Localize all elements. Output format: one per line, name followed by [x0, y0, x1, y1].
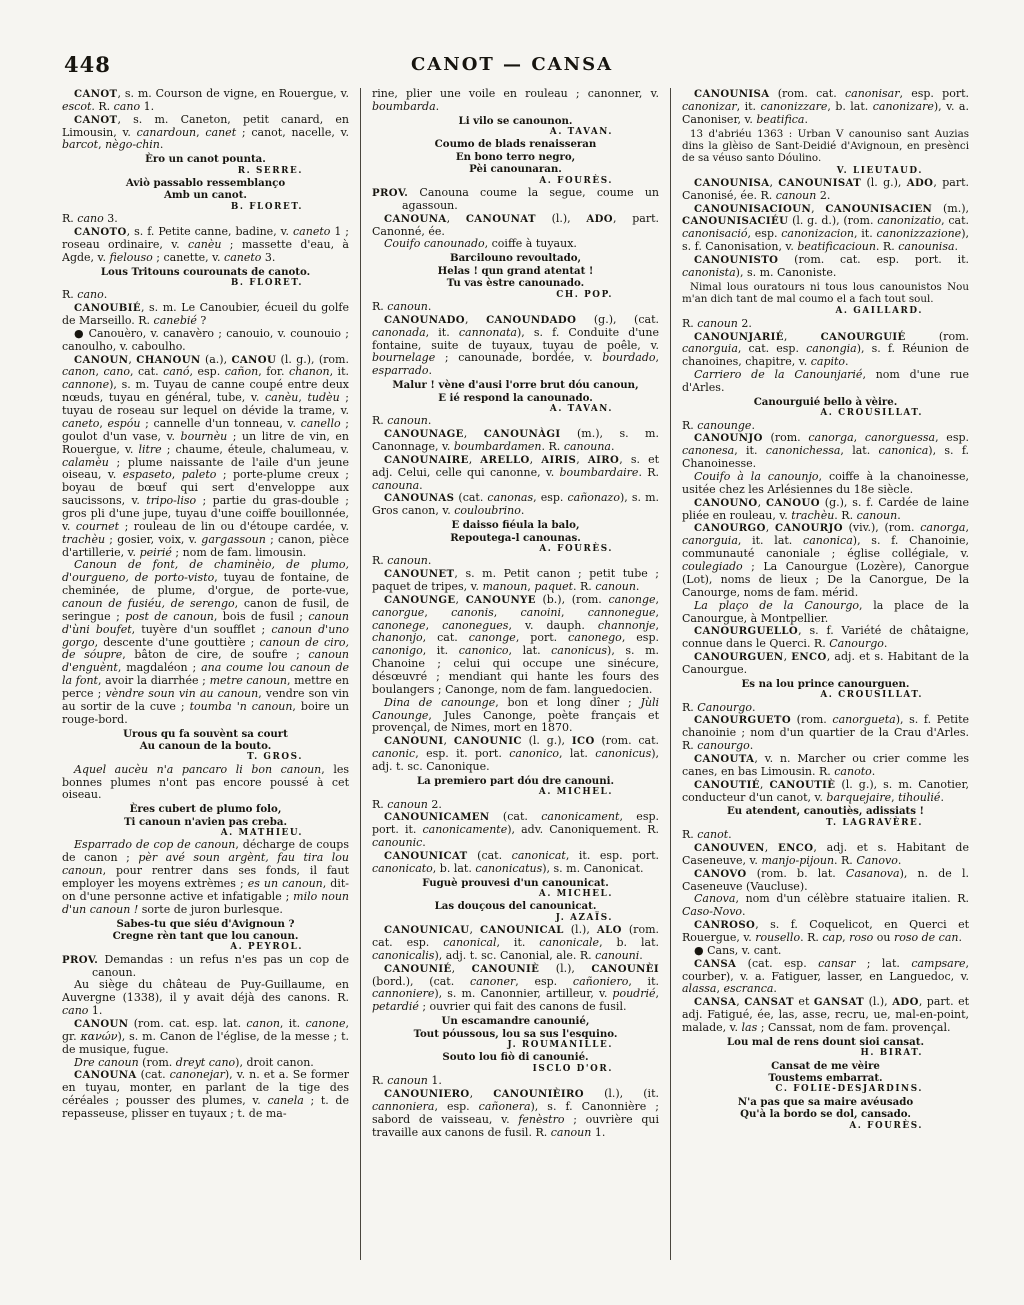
- verse-line: Es na lou prince canourguen.: [741, 677, 910, 690]
- dictionary-entry: Aquel aucèu n'a pancaro li bon canoun, les bonnes plumes n'ont pas encore poussé à cet oiseau.: [62, 762, 349, 802]
- citation-author: ISCLO D'OR.: [532, 1063, 613, 1074]
- citation-author: A. GAILLARD.: [835, 306, 923, 317]
- column-rule: [670, 88, 671, 1260]
- verse-quote: [372, 115, 659, 127]
- verse-line: Las douçous del canounicat.: [434, 900, 597, 913]
- verse-quote: [682, 805, 969, 817]
- citation-author: T. LAGRAVÈRE.: [826, 817, 923, 828]
- cross-reference: R. canoun.: [372, 414, 432, 428]
- proverb: PROV. Demandas : un refus n'es pas un cop de canoun.: [62, 952, 349, 979]
- citation-author: T. GROS.: [247, 752, 303, 763]
- verse-line: E daisso fiéula la balo,: [451, 519, 580, 532]
- dictionary-entry: CANOUNA (cat. canonejar), v. n. et a. Se former en tuyau, monter, en parlant de la tige des céréales ; pousser des plumes, v. canela ; t. de repasseuse, plisser en tuyaux ; t. de ma-: [62, 1068, 349, 1121]
- verse-line: Ti canoun n'avien pas creba.: [123, 815, 288, 828]
- verse-quote: [62, 803, 349, 828]
- verse-line: Toustems embarrat.: [768, 1072, 883, 1085]
- dictionary-entry: CANOURGO, CANOURJO (viv.), (rom. canorga, canorguia, it. lat. canonica), s. f. Chanoinie, communauté canoniale ; église collégiale, v. coulegiado ; La Canourgue (Lozère), Canorgue (Lot), noms de lieux ; De la Canorgue, De la Canourge, noms de fam. mérid.: [682, 521, 969, 599]
- verse-line: N'a pas que sa maire avéusado: [737, 1095, 914, 1108]
- citation-author: H. BIRAT.: [860, 1048, 923, 1059]
- dictionary-entry: CANOUNICAMEN (cat. canonicament, esp. port. it. canonicamente), adv. Canoniquement. R. canounic.: [372, 810, 659, 850]
- column-3: [682, 88, 969, 1263]
- verse-line: Aviò passablo ressemblanço: [125, 177, 286, 190]
- cross-reference: R. canoun 2.: [372, 797, 442, 811]
- verse-quote: [682, 1096, 969, 1121]
- dictionary-entry: CANOVO (rom. b. lat. Casanova), n. de l. Caseneuve (Vaucluse).: [682, 866, 969, 893]
- dictionary-entry: CANOUNADO, CANOUNDADO (g.), (cat. canonada, it. cannonata), s. f. Conduite d'une fontaine, suite de tuyaux, tuyau de poêle, v. bournelage ; canounade, bordée, v. bourdado, esparrado.: [372, 312, 659, 378]
- verse-line: Urous qu fa souvènt sa court: [123, 727, 288, 740]
- proverb: PROV. Canouna coume la segue, coume un agassoun.: [372, 186, 659, 212]
- verse-line: Tout póussous, lou sa sus l'esquino.: [413, 1027, 618, 1040]
- verse-line: Cansat de me vèire: [771, 1059, 880, 1072]
- verse-quote: [372, 138, 659, 175]
- dictionary-entry: CANOUNIÉ, CANOUNIÈ (l.), CANOUNÈI (bord.), (cat. canoner, esp. cañoniero, it. cannoniere), s. m. Canonnier, artilleur, v. poudrié, petardié ; ouvrier qui fait des canons de fusil.: [372, 961, 659, 1014]
- citation-author: A. FOURÈS.: [539, 175, 613, 186]
- citation-author: J. ROUMANILLE.: [507, 1040, 613, 1051]
- verse-quote: [682, 396, 969, 408]
- verse-line: Amb un canot.: [164, 189, 247, 202]
- verse-quote: [372, 252, 659, 289]
- verse-line: Repoutega-l canounas.: [450, 531, 581, 544]
- dictionary-entry: CANOTO, s. f. Petite canne, badine, v. caneto 1 ; roseau ordinaire, v. canèu ; massette d'eau, à Agde, v. fielouso ; canette, v. caneto 3.: [62, 225, 349, 264]
- dictionary-entry: Dina de canounge, bon et long dîner ; Jùli Canounge, Jules Canonge, poète français et provençal, de Nimes, mort en 1870.: [372, 695, 659, 735]
- citation-author: CH. POP.: [556, 289, 613, 300]
- citation-author: C. FOLIE-DESJARDINS.: [775, 1084, 923, 1095]
- dictionary-entry: CANOUN (rom. cat. esp. lat. canon, it. canone, gr. κανών), s. m. Canon de l'église, de la messe ; t. de musique, fugue.: [62, 1017, 349, 1056]
- citation-author: V. LIEUTAUD.: [836, 165, 923, 176]
- dictionary-entry: CANOT, s. m. Courson de vigne, en Rouergue, v. escot. R. cano 1.: [62, 88, 349, 113]
- dictionary-entry: CANOUNISA, CANOUNISAT (l. g.), ADO, part. Canonisé, ée. R. canoun 2.: [682, 175, 969, 202]
- verse-quote: [682, 1060, 969, 1085]
- dictionary-entry: CANOUNAIRE, ARELLO, AIRIS, AIRO, s. et adj. Celui, celle qui canonne, v. boumbardaire. R. canouna.: [372, 452, 659, 492]
- dictionary-entry: CANOURGUETO (rom. canorgueta), s. f. Petite chanoinie ; nom d'un quartier de la Crau d'Arles. R. canourgo.: [682, 713, 969, 753]
- dictionary-entry: CANSA (cat. esp. cansar ; lat. campsare, courber), v. a. Fatiguer, lasser, en Languedoc, v. alassa, escranca.: [682, 956, 969, 996]
- column-1: [62, 88, 349, 1263]
- verse-line: Ères cubert de plumo folo,: [129, 803, 282, 816]
- page-header-title: CANOT — CANSA: [410, 54, 614, 75]
- verse-line: En bono terro negro,: [455, 150, 576, 163]
- dictionary-entry: CANOUBIÉ, s. m. Le Canoubier, écueil du golfe de Marseillo. R. canebié ?: [62, 301, 349, 328]
- verse-line: Barcilouno revoultado,: [449, 252, 582, 265]
- verse-quote: [62, 918, 349, 943]
- dictionary-entry: CANROSO, s. f. Coquelicot, en Querci et Rouergue, v. rousello. R. cap, roso ou roso de can.: [682, 918, 969, 944]
- cross-reference: R. canoun 1.: [372, 1074, 442, 1088]
- verse-quote: [372, 1051, 659, 1063]
- citation-author: B. FLORET.: [230, 201, 303, 212]
- column-rule: [360, 88, 361, 1260]
- verse-line: Canourguié bello à vèire.: [753, 395, 898, 408]
- dictionary-entry: CANSA, CANSAT et GANSAT (l.), ADO, part. et adj. Fatigué, ée, las, asse, recru, ue, mal-en-point, malade, v. las ; Canssat, nom de fam. provençal.: [682, 995, 969, 1034]
- column-2: [372, 88, 659, 1263]
- verse-line: Helas ! qun grand atentat !: [437, 264, 594, 277]
- dictionary-entry: Couifo à la canounjo, coiffe à la chanoinesse, usitée chez les Arlésiennes du 18e siècle.: [682, 470, 969, 496]
- cross-reference: R. cano.: [62, 288, 108, 302]
- dictionary-entry: CANOUNET, s. m. Petit canon ; petit tube ; paquet de tripes, v. manoun, paquet. R. canoun.: [372, 567, 659, 593]
- dictionary-entry: CANOUNJO (rom. canorga, canorguessa, esp. canonesa, it. canonichessa, lat. canonica), s. f. Chanoinesse.: [682, 431, 969, 471]
- dictionary-entry: CANOUNO, CANOUO (g.), s. f. Cardée de laine pliée en rouleau, v. trachèu. R. canoun.: [682, 495, 969, 522]
- citation-author: A. CROUSILLAT.: [820, 690, 923, 701]
- verse-quote: [372, 1015, 659, 1040]
- verse-line: Èro un canot pounta.: [145, 153, 266, 166]
- dictionary-entry: CANOUNAGE, CANOUNÀGI (m.), s. m. Canonnage, v. boumbardamen. R. canouna.: [372, 427, 659, 453]
- dictionary-entry: ● Canouèro, v. canavèro ; canouio, v. counouio ; canoulho, v. caboulho.: [62, 326, 349, 353]
- citation-author: A. MATHIEU.: [220, 828, 303, 839]
- dictionary-entry: Carriero de la Canounjarié, nom d'une rue d'Arles.: [682, 368, 969, 395]
- dictionary-entry: La plaço de la Canourgo, la place de la Canourgue, à Montpellier.: [682, 598, 969, 625]
- verse-line: Fuguè prouvesi d'un canounicat.: [422, 876, 609, 889]
- verse-line: Pèi canounaran.: [469, 163, 562, 176]
- dictionary-entry: CANOUN, CHANOUN (a.), CANOU (l. g.), (rom. canon, cano, cat. canó, esp. cañon, for. chanon, it. cannone), s. m. Tuyau de canne coupé entre deux nœuds, tuyau en général, tube, v. canèu, tudèu ; tuyau de roseau sur lequel on dévide la trame, v. caneto, espóu ; cannelle d'un tonneau, v. canello ; goulot d'un vase, v. bournèu ; un litre de vin, en Rouergue, v. litre ; chaume, éteule, chalumeau, v. calamèu ; plume naissante de l'aile d'un jeune oiseau, v. espaseto, paleto ; porte-plume creux ; boyau de bœuf qui sert d'enveloppe aux saucissons, v. tripo-liso ; partie du gras-double ; gros pli d'une jupe, tuyau d'une coiffe bouillonnée, v. cournet ; rouleau de lin ou d'étoupe cardée, v. trachèu ; gosier, voix, v. gargassoun ; canon, pièce d'artillerie, v. peirié ; nom de fam. limousin.: [62, 352, 349, 559]
- dictionary-entry: CANOUNAS (cat. canonas, esp. cañonazo), s. m. Gros canon, v. couloubrino.: [372, 491, 659, 518]
- dictionary-entry: CANOUNISTO (rom. cat. esp. port. it. canonista), s. m. Canoniste.: [682, 253, 969, 279]
- citation-author: B. FLORET.: [230, 278, 303, 289]
- citation-author: A. FOURÈS.: [849, 1120, 923, 1131]
- citation-author: A. MICHEL.: [538, 889, 613, 900]
- dictionary-entry: CANOUTIÉ, CANOUTIÈ (l. g.), s. m. Canotier, conducteur d'un canot, v. barquejaire, tihoulié.: [682, 777, 969, 804]
- cross-reference: R. canoun 2.: [682, 316, 752, 330]
- historical-note: 13 d'abriéu 1363 : Urban V canouniso sant Auzias dins la glèiso de Sant-Deidié d'Avignoun, en presènci de sa véuso santo Dóulino.: [682, 127, 969, 165]
- verse-line: Malur ! vène d'ausi l'orre brut dóu canoun,: [392, 379, 639, 392]
- verse-quote: [62, 153, 349, 165]
- citation-author: J. AZAÏS.: [555, 912, 613, 923]
- verse-line: Qu'à la bordo se dol, cansado.: [740, 1108, 911, 1121]
- columns-container: [62, 88, 969, 1263]
- citation-author: A. FOURÈS.: [539, 543, 613, 554]
- dictionary-entry: Dre canoun (rom. dreyt cano), droit canon.: [74, 1055, 314, 1069]
- verse-line: La premiero part dóu dre canouni.: [416, 774, 615, 787]
- verse-quote: [372, 379, 659, 404]
- citation-author: A. PEYROL.: [230, 942, 303, 953]
- verse-quote: [372, 775, 659, 787]
- verse-line: Souto lou fiò di canounié.: [442, 1051, 589, 1064]
- dictionary-entry: CANOUNI, CANOUNIC (l. g.), ICO (rom. cat. canonic, esp. it. port. canonico, lat. canonicus), adj. t. sc. Canonique.: [372, 734, 659, 774]
- dictionary-entry: CANOUNISACIOUN, CANOUNISACIEN (m.), CANOUNISACIÉU (l. g. d.), (rom. canonizatio, cat. canonisació, esp. canonizacion, it. canonizzazione), s. f. Canonisation, v. beatificacioun. R. canounisa.: [682, 201, 969, 254]
- dictionary-entry: CANOUNICAT (cat. canonicat, it. esp. port. canonicato, b. lat. canonicatus), s. m. Canonicat.: [372, 849, 659, 875]
- cross-reference: R. canoun.: [372, 554, 432, 568]
- verse-quote: [62, 177, 349, 202]
- verse-line: Tu vas èstre canounado.: [446, 277, 585, 290]
- dictionary-entry: CANOUVEN, ENCO, adj. et s. Habitant de Caseneuve, v. manjo-pijoun. R. Canovo.: [682, 840, 969, 867]
- cross-reference: R. canoun.: [372, 299, 432, 313]
- citation-author: A. TAVAN.: [549, 403, 613, 414]
- dictionary-entry: CANOUNICAU, CANOUNICAL (l.), ALO (rom. cat. esp. canonical, it. canonicale, b. lat. canonicalis), adj. t. sc. Canonial, ale. R. canouni.: [372, 923, 659, 962]
- dictionary-entry: Canoun de font, de chaminèio, de plumo, d'ourgueno, de porto-visto, tuyau de fontaine, de cheminée, de plume, d'orgue, de porte-vue, canoun de fusiéu, de serengo, canon de fusil, de seringue ; post de canoun, bois de fusil ; canoun d'ùni boufet, tuyère d'un soufflet ; canoun d'uno gorgo, descente d'une gouttière ; canoun de ciro, de sóupre, bâton de cire, de soufre ; canoun d'enguènt, magdaléon ; ana coume lou canoun de la font, avoir la diarrhée ; metre canoun, mettre en perce ; vèndre soun vin au canoun, vendre son vin au sortir de la cuve ; toumba 'n canoun, boire un rouge-bord.: [62, 558, 349, 726]
- verse-line: Cregne rèn tant que lou canoun.: [112, 930, 299, 943]
- dictionary-entry: ● Cans, v. cant.: [694, 943, 782, 957]
- cross-reference: R. Canourgo.: [682, 700, 756, 714]
- verse-line: Coumo de blads renaisseran: [434, 138, 597, 151]
- verse-quote: [682, 1036, 969, 1048]
- verse-line: Lous Tritouns courounats de canoto.: [100, 265, 311, 278]
- page-number: 448: [64, 52, 111, 77]
- verse-line: Un escamandre canounié,: [441, 1015, 590, 1028]
- dictionary-entry: CANOUNGE, CANOUNYE (b.), (rom. canonge, canorgue, canonis, canoini, cannonegue, canonege, canonegues, v. dauph. channonje, chanonjo, cat. canonge, port. canonego, esp. canonigo, it. canonico, lat. canonicus), s. m. Chanoine ; celui qui occupe une sinécure, désœuvré ; mendiant qui hante les fours des boulangers ; Canonge, nom de fam. languedocien.: [372, 592, 659, 696]
- cross-reference: R. canounge.: [682, 418, 755, 432]
- verse-quote: [62, 266, 349, 278]
- verse-line: Au canoun de la bouto.: [139, 739, 272, 752]
- dictionary-entry: CANOT, s. m. Caneton, petit canard, en Limousin, v. canardoun, canet ; canot, nacelle, v. barcot, nègo-chin.: [62, 112, 349, 152]
- verse-line: E ié respond la canounado.: [438, 391, 593, 404]
- cross-reference: R. cano 3.: [62, 212, 118, 226]
- dictionary-entry: Canova, nom d'un célèbre statuaire italien. R. Caso-Novo.: [682, 892, 969, 919]
- verse-line: Li vilo se canounon.: [458, 114, 573, 127]
- verse-quote: [682, 678, 969, 690]
- dictionary-entry: CANOURGUEN, ENCO, adj. et s. Habitant de la Canourgue.: [682, 650, 969, 676]
- cross-reference: rine, plier une voile en rouleau ; canonner, v. boumbarda.: [372, 88, 659, 113]
- verse-quote: [372, 900, 659, 912]
- verse-quote: [62, 728, 349, 753]
- verse-line: Sabes-tu que siéu d'Avignoun ?: [116, 917, 295, 930]
- citation-author: A. MICHEL.: [538, 787, 613, 798]
- dictionary-entry: Couifo canounado, coiffe à tuyaux.: [384, 237, 577, 251]
- dictionary-entry: CANOUNA, CANOUNAT (l.), ADO, part. Canonné, ée.: [372, 211, 659, 238]
- dictionary-entry: CANOURGUELLO, s. f. Variété de châtaigne, connue dans le Querci. R. Canourgo.: [682, 624, 969, 651]
- citation-author: A. TAVAN.: [549, 127, 613, 138]
- dictionary-entry: CANOUTA, v. n. Marcher ou crier comme les canes, en bas Limousin. R. canoto.: [682, 751, 969, 778]
- cross-reference: R. canot.: [682, 828, 732, 842]
- dictionary-entry: Esparrado de cop de canoun, décharge de coups de canon ; pèr avé soun argènt, fau tira lou canoun, pour rentrer dans ses fonds, il faut employer les moyens extrèmes ; es un canoun, dit-on d'une personne active et infatigable ; milo noun d'un canoun ! sorte de juron burlesque.: [62, 838, 349, 916]
- dictionary-entry: Au siège du château de Puy-Guillaume, en Auvergne (1338), il y avait déjà des canons. R. cano 1.: [62, 978, 349, 1018]
- dictionary-entry: CANOUNJARIÉ, CANOURGUIÉ (rom. canorguia, cat. esp. canongia), s. f. Réunion de chanoines, chapitre, v. capito.: [682, 329, 969, 369]
- verse-quote: [372, 877, 659, 889]
- verse-quote: [372, 519, 659, 544]
- dictionary-entry: CANOUNIERO, CANOUNIÈIRO (l.), (it. cannoniera, esp. cañonera), s. f. Canonnière ; sabord de vaisseau, v. fenèstro ; ouvrière qui travaille aux canons de fusil. R. canoun 1.: [372, 1086, 659, 1139]
- historical-note: Nimal lous ouratours ni tous lous canounistos Nou m'an dich tant de mal coumo el a fach tout soul.: [682, 280, 969, 306]
- citation-author: R. SERRE.: [237, 165, 303, 176]
- verse-line: Eu atendent, canoutiès, adissiats !: [726, 805, 925, 818]
- dictionary-entry: CANOUNISA (rom. cat. canonisar, esp. port. canonizar, it. canonizzare, b. lat. canonizare), v. a. Canoniser, v. beatifica.: [682, 88, 969, 126]
- verse-line: Lou mal de rens dount sioi cansat.: [727, 1035, 924, 1048]
- citation-author: A. CROUSILLAT.: [820, 408, 923, 419]
